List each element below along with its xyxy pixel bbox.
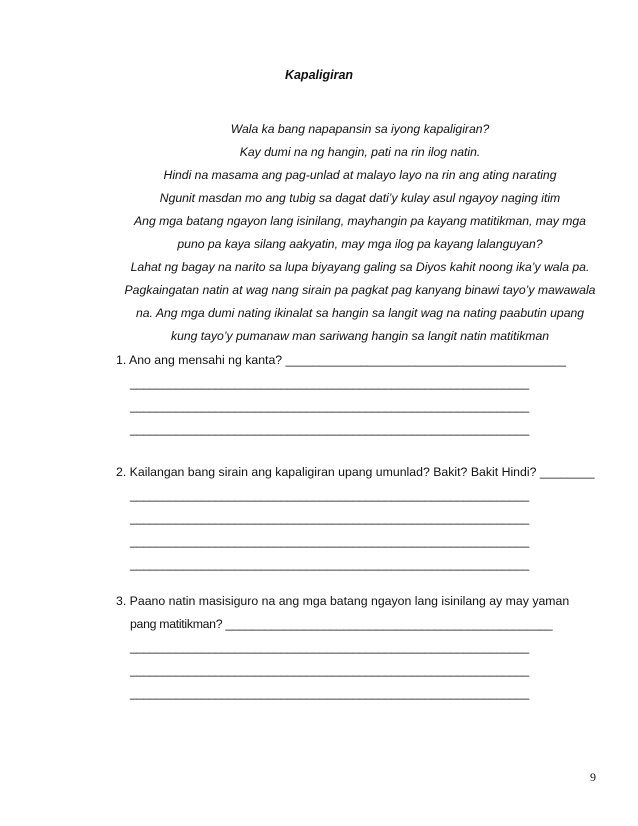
answer-line[interactable]: _____________________________________________________________ <box>130 399 529 413</box>
lyric-line: puno pa kaya silang aakyatin, may mga ilog pa kayang lalanguyan? <box>177 237 543 251</box>
song-lyrics <box>100 118 620 348</box>
lyric-line: Ang mga batang ngayon lang isinilang, mayhangin pa kayang matitikman, may mga <box>134 214 586 228</box>
question-3-text: 3. Paano natin masisiguro na ang mga batang ngayon lang isinilang ay may yaman <box>116 594 570 608</box>
answer-line[interactable]: _____________________________________________________________ <box>130 376 529 390</box>
lyric-line: na. Ang mga dumi nating ikinalat sa hangin sa langit wag na nating paabutin upang <box>135 306 585 320</box>
answer-line[interactable]: _____________________________________________________________ <box>130 686 529 700</box>
page-number: 9 <box>590 770 596 784</box>
answer-line[interactable]: _____________________________________________________________ <box>130 534 529 548</box>
answer-line[interactable]: _____________________________________________________________ <box>130 663 529 677</box>
lyric-line: Wala ka bang napapansin sa iyong kapaligiran? <box>230 122 490 136</box>
question-2-text: 2. Kailangan bang sirain ang kapaligiran upang umunlad? Bakit? Bakit Hindi? ________ <box>116 465 595 479</box>
lyric-line: Ngunit masdan mo ang tubig sa dagat dati’y kulay asul ngayoy naging itim <box>159 191 561 205</box>
lyric-line: Hindi na masama ang pag-unlad at malayo layo na rin ang ating narating <box>163 168 557 182</box>
question-1-text: 1. Ano ang mensahi ng kanta? _________________________________________ <box>116 353 566 367</box>
answer-line[interactable]: _____________________________________________________________ <box>130 488 529 502</box>
question-3 <box>116 590 604 705</box>
lyric-line: kung tayo’y pumanaw man sariwang hangin sa langit natin matitikman <box>170 329 550 343</box>
lyric-line: Pagkaingatan natin at wag nang sirain pa pagkat pag kanyang binawi tayo’y mawawala <box>124 283 596 297</box>
lyric-line: Lahat ng bagay na narito sa lupa biyayang galing sa Diyos kahit noong ika’y wala pa. <box>130 260 590 274</box>
answer-line[interactable]: _____________________________________________________________ <box>130 557 529 571</box>
answer-line[interactable]: _____________________________________________________________ <box>130 640 529 654</box>
lyric-line: Kay dumi na ng hangin, pati na rin ilog natin. <box>239 145 481 159</box>
page-title: Kapaligiran <box>284 68 354 82</box>
answer-line[interactable]: _____________________________________________________________ <box>130 511 529 525</box>
question-1 <box>116 349 604 441</box>
question-2 <box>116 461 604 576</box>
answer-line[interactable]: _____________________________________________________________ <box>130 422 529 436</box>
question-3-text-continued: pang matitikman? __________________________________________________ <box>130 617 553 631</box>
